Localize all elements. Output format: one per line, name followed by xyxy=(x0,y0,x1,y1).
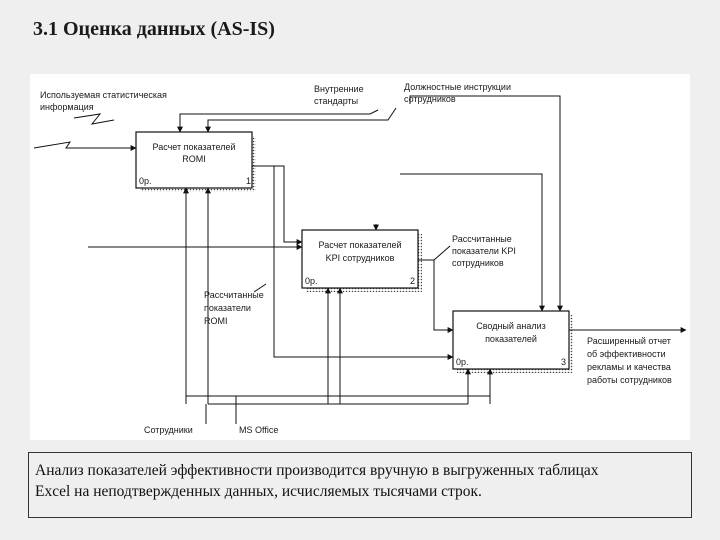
arrow-stat-info xyxy=(34,142,136,148)
arrow-stat-info-lightning xyxy=(74,114,114,124)
box-romi-cost: 0р. xyxy=(139,176,152,186)
label-report-4: работы сотрудников xyxy=(587,375,672,385)
arrow-kpi-output xyxy=(418,260,453,330)
label-ms-office: MS Office xyxy=(239,425,279,435)
box-summary-title-2: показателей xyxy=(485,334,537,344)
arrow-internal-standards xyxy=(180,110,378,132)
label-report-2: об эффективности xyxy=(587,349,666,359)
label-calc-romi-1: Рассчитанные xyxy=(204,290,264,300)
caption-line-2: Excel на неподтвержденных данных, исчисляемых тысячами строк. xyxy=(35,483,482,500)
box-summary-number: 3 xyxy=(561,357,567,367)
idef0-diagram xyxy=(30,74,690,440)
label-calc-kpi-1: Рассчитанные xyxy=(452,234,512,244)
box-romi-number: 1 xyxy=(246,176,252,186)
box-kpi-number: 2 xyxy=(410,276,416,286)
label-calc-romi-3: ROMI xyxy=(204,316,228,326)
label-employees: Сотрудники xyxy=(144,425,193,435)
arrow-kpi-label-leader xyxy=(434,246,450,260)
arrow-job-instructions-right xyxy=(410,96,560,311)
box-kpi-title-1: Расчет показателей xyxy=(318,240,402,250)
label-internal-standards-1: Внутренние xyxy=(314,84,364,94)
box-kpi-cost: 0р. xyxy=(305,276,318,286)
label-job-instructions-1: Должностные инструкции xyxy=(404,82,511,92)
label-calc-kpi-3: сотрудников xyxy=(452,258,504,268)
arrow-box1-output xyxy=(252,166,302,242)
label-stat-info-2: информация xyxy=(40,102,94,112)
caption-line-1: Анализ показателей эффективности производится вручную в выгруженных таблицах xyxy=(35,462,599,479)
arrow-job-instructions xyxy=(208,108,396,132)
label-job-instructions-2: сотрудников xyxy=(404,94,456,104)
box-summary-title-1: Сводный анализ xyxy=(476,321,546,331)
page-title: 3.1 Оценка данных (AS-IS) xyxy=(33,18,275,40)
label-calc-kpi-2: показатели KPI xyxy=(452,246,516,256)
caption-box xyxy=(28,452,692,518)
label-calc-romi-2: показатели xyxy=(204,303,251,313)
label-report-1: Расширенный отчет xyxy=(587,336,671,346)
label-stat-info-1: Используемая статистическая xyxy=(40,90,167,100)
box-summary-cost: 0р. xyxy=(456,357,469,367)
box-romi-title-1: Расчет показателей xyxy=(152,142,236,152)
box-romi-title-2: ROMI xyxy=(182,154,206,164)
box-kpi-title-2: KPI сотрудников xyxy=(325,253,395,263)
label-internal-standards-2: стандарты xyxy=(314,96,359,106)
label-report-3: рекламы и качества xyxy=(587,362,671,372)
